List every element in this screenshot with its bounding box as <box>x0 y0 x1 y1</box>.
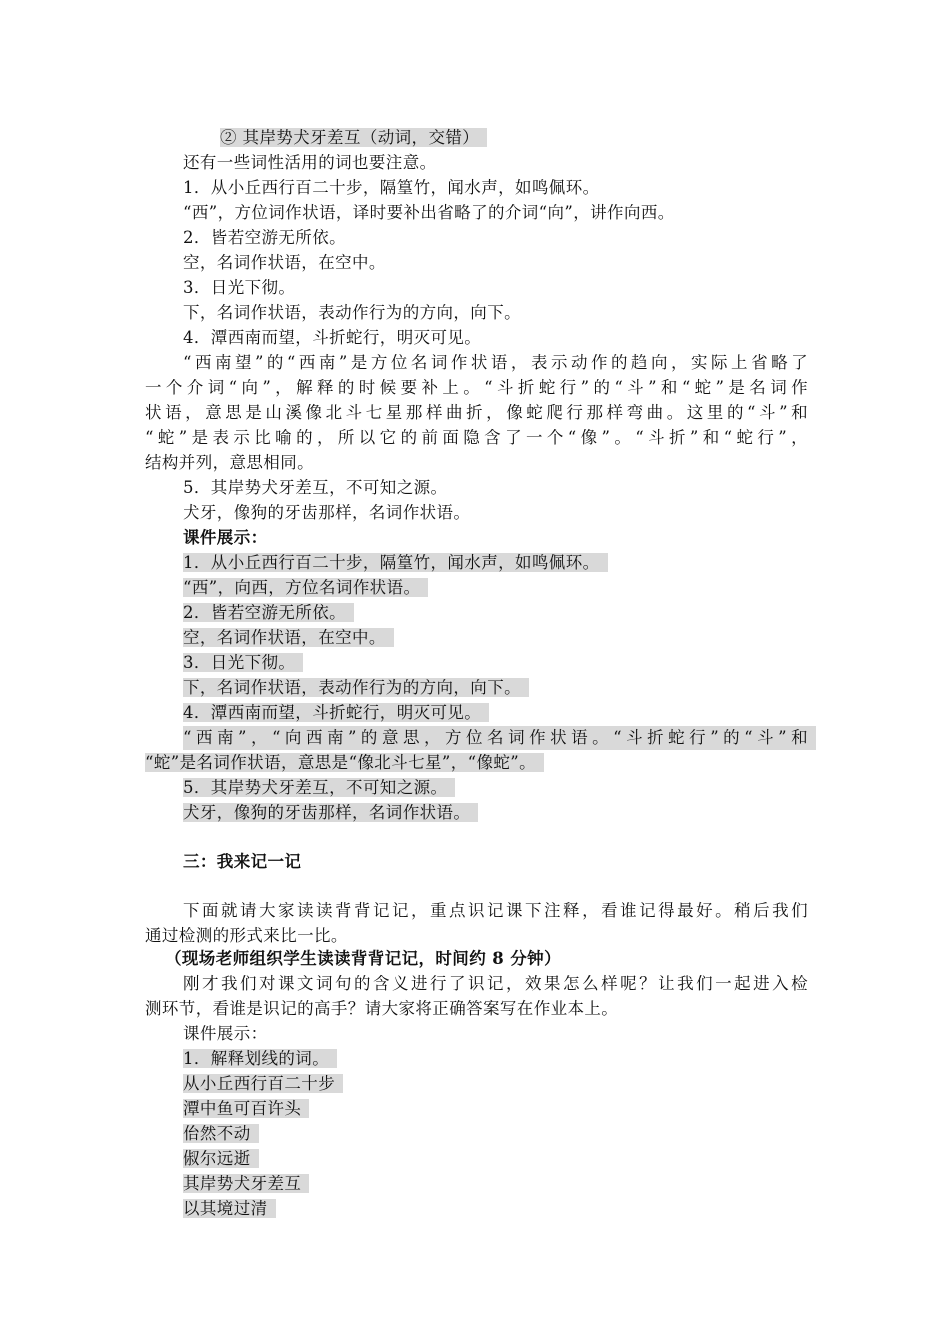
text-line <box>183 601 354 625</box>
text-line <box>183 176 600 200</box>
text-line <box>183 476 447 500</box>
text-line-content: 犬牙，像狗的牙齿那样，名词作状语。 <box>183 803 478 822</box>
text-line-content: 1．从小丘西行百二十步，隔篁竹，闻水声，如鸣佩环。 <box>183 553 608 572</box>
text-line <box>145 401 808 425</box>
text-line <box>183 576 428 600</box>
text-line <box>183 651 303 675</box>
text-line-content: 课件展示： <box>183 528 268 547</box>
text-line-content: （现场老师组织学生读读背背记记，时间约 8 分钟） <box>165 949 561 968</box>
text-line-content: 以其境过清 <box>183 1199 276 1218</box>
text-line <box>183 326 481 350</box>
text-line <box>145 426 808 450</box>
text-line <box>183 899 808 923</box>
text-line-content: 结构并列，意思相同。 <box>145 453 314 472</box>
text-line-content: 测环节，看谁是识记的高手？请大家将正确答案写在作业本上。 <box>145 999 619 1018</box>
text-line-content: 潭中鱼可百许头 <box>183 1099 309 1118</box>
text-line <box>183 1022 268 1046</box>
text-line-content: 其岸势犬牙差互 <box>183 1174 309 1193</box>
text-line-content: 还有一些词性活用的词也要注意。 <box>183 153 437 172</box>
text-line-content: 俶尔远逝 <box>183 1149 259 1168</box>
text-line-content: 1．解释划线的词。 <box>183 1049 337 1068</box>
text-line <box>183 626 394 650</box>
text-line-content: 刚才我们对课文词句的含义进行了识记，效果怎么样呢？让我们一起进入检 <box>183 974 808 993</box>
text-line <box>183 1047 337 1071</box>
text-line <box>145 924 348 948</box>
text-line <box>145 451 314 475</box>
text-line <box>183 351 808 375</box>
text-line <box>183 701 489 725</box>
text-line <box>183 501 470 525</box>
text-line-content: “西”，方位词作状语，译时要补出省略了的介词“向”，讲作向西。 <box>183 203 675 222</box>
text-line-content: “蛇”是名词作状语，意思是“像北斗七星”，“像蛇”。 <box>145 753 544 772</box>
text-line <box>183 676 529 700</box>
text-line <box>183 726 808 750</box>
text-line-content: ② 其岸势犬牙差互（动词，交错） <box>220 128 487 147</box>
text-line-content: 4．潭西南而望，斗折蛇行，明灭可见。 <box>183 328 482 347</box>
text-line <box>183 1197 276 1221</box>
text-line-content: “西南望”的“西南”是方位名词作状语，表示动作的趋向，实际上省略了 <box>183 353 808 372</box>
text-line <box>183 251 386 275</box>
text-line <box>183 1097 309 1121</box>
text-line-content: 3．日光下彻。 <box>183 278 296 297</box>
text-line <box>183 201 675 225</box>
text-line-content: 下，名词作状语，表动作行为的方向，向下。 <box>183 303 521 322</box>
text-line <box>145 997 618 1021</box>
text-line <box>183 1122 259 1146</box>
text-line-content: 从小丘西行百二十步 <box>183 1074 343 1093</box>
text-line <box>183 1072 343 1096</box>
text-line-content: 3．日光下彻。 <box>183 653 303 672</box>
text-line <box>183 301 521 325</box>
text-line-content: 空，名词作状语，在空中。 <box>183 628 394 647</box>
text-line-content: “蛇”是表示比喻的，所以它的前面隐含了一个“像”。“斗折”和“蛇行”， <box>145 428 808 447</box>
text-line <box>183 850 301 874</box>
text-line-content: 2．皆若空游无所依。 <box>183 228 346 247</box>
text-line-content: 4．潭西南而望，斗折蛇行，明灭可见。 <box>183 703 489 722</box>
text-line-content: 犬牙，像狗的牙齿那样，名词作状语。 <box>183 503 471 522</box>
text-line-content: “西”，向西，方位名词作状语。 <box>183 578 428 597</box>
text-line-content: 三：我来记一记 <box>183 852 302 871</box>
text-line <box>183 526 268 550</box>
text-line-content: “西南”，“向西南”的意思，方位名词作状语。“斗折蛇行”的“斗”和 <box>183 726 816 750</box>
text-line <box>183 1147 259 1171</box>
text-line-content: 佁然不动 <box>183 1124 259 1143</box>
text-line <box>183 276 295 300</box>
text-line <box>145 376 808 400</box>
text-line-content: 2．皆若空游无所依。 <box>183 603 354 622</box>
text-line <box>183 1172 309 1196</box>
text-line <box>183 226 346 250</box>
text-line-content: 通过检测的形式来比一比。 <box>145 926 348 945</box>
text-line <box>183 972 808 996</box>
text-line <box>220 126 487 150</box>
text-line-content: 空，名词作状语，在空中。 <box>183 253 386 272</box>
text-line <box>165 947 561 971</box>
text-line-content: 5．其岸势犬牙差互，不可知之源。 <box>183 778 455 797</box>
text-line-content: 下面就请大家读读背背记记，重点识记课下注释，看谁记得最好。稍后我们 <box>183 901 808 920</box>
text-line <box>183 551 608 575</box>
text-line <box>183 151 437 175</box>
text-line <box>145 751 544 775</box>
text-line-content: 5．其岸势犬牙差互，不可知之源。 <box>183 478 448 497</box>
text-line-content: 课件展示： <box>183 1024 268 1043</box>
text-line-content: 下，名词作状语，表动作行为的方向，向下。 <box>183 678 529 697</box>
text-line <box>183 776 455 800</box>
text-line-content: 1．从小丘西行百二十步，隔篁竹，闻水声，如鸣佩环。 <box>183 178 600 197</box>
text-line-content: 状语，意思是山溪像北斗七星那样曲折，像蛇爬行那样弯曲。这里的“斗”和 <box>145 403 808 422</box>
text-line-content: 一个介词“向”，解释的时候要补上。“斗折蛇行”的“斗”和“蛇”是名词作 <box>145 378 808 397</box>
text-line <box>183 801 478 825</box>
